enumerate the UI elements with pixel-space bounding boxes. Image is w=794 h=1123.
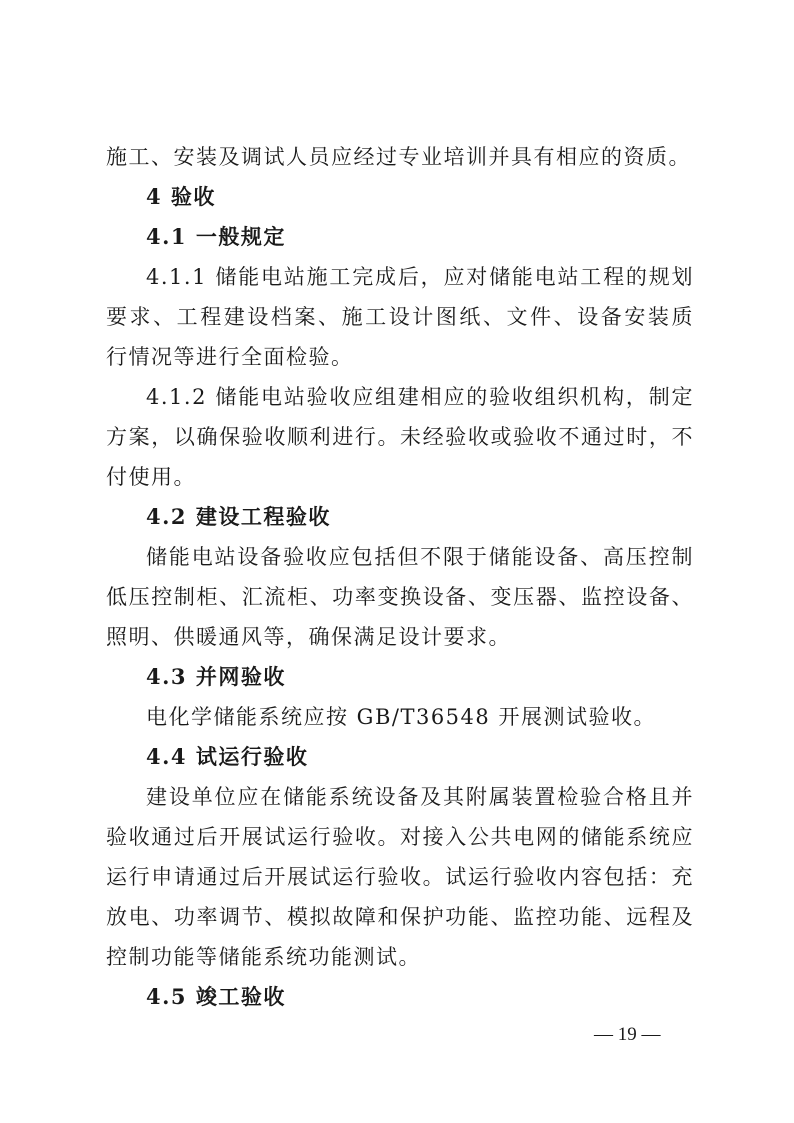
paragraph-4-2-line-1: 储能电站设备验收应包括但不限于储能设备、高压控制 (146, 545, 694, 569)
paragraph-4-1-2-line-3: 付使用。 (106, 465, 196, 489)
paragraph-4-4-line-4: 放电、功率调节、模拟故障和保护功能、监控功能、远程及 (106, 905, 694, 929)
paragraph-4-1-1-line-2: 要求、工程建设档案、施工设计图纸、文件、设备安装质 (106, 305, 694, 329)
paragraph-4-4-line-5: 控制功能等储能系统功能测试。 (106, 945, 421, 969)
paragraph-line-qualification: 施工、安装及调试人员应经过专业培训并具有相应的资质。 (106, 145, 691, 169)
paragraph-4-1-1-line-3: 行情况等进行全面检验。 (106, 345, 354, 369)
paragraph-4-4-line-2: 验收通过后开展试运行验收。对接入公共电网的储能系统应 (106, 825, 694, 849)
paragraph-4-1-2-line-1: 4.1.2 储能电站验收应组建相应的验收组织机构，制定 (146, 385, 694, 409)
page-number: — 19 — (594, 1024, 661, 1045)
subsection-heading-4-2: 4.2 建设工程验收 (146, 504, 331, 529)
subsection-heading-4-5: 4.5 竣工验收 (146, 984, 286, 1009)
section-heading-4: 4 验收 (146, 184, 216, 209)
subsection-heading-4-4: 4.4 试运行验收 (146, 744, 309, 769)
paragraph-4-2-line-3: 照明、供暖通风等，确保满足设计要求。 (106, 625, 511, 649)
paragraph-4-4-line-3: 运行申请通过后开展试运行验收。试运行验收内容包括：充 (106, 865, 694, 889)
paragraph-4-3-line-1: 电化学储能系统应按 GB/T36548 开展测试验收。 (146, 705, 656, 729)
paragraph-4-1-1-line-1: 4.1.1 储能电站施工完成后，应对储能电站工程的规划 (146, 265, 694, 289)
subsection-heading-4-3: 4.3 并网验收 (146, 664, 286, 689)
paragraph-4-1-2-line-2: 方案，以确保验收顺利进行。未经验收或验收不通过时，不 (106, 425, 694, 449)
paragraph-4-2-line-2: 低压控制柜、汇流柜、功率变换设备、变压器、监控设备、 (106, 585, 694, 609)
subsection-heading-4-1: 4.1 一般规定 (146, 224, 286, 249)
paragraph-4-4-line-1: 建设单位应在储能系统设备及其附属装置检验合格且并 (146, 785, 694, 809)
